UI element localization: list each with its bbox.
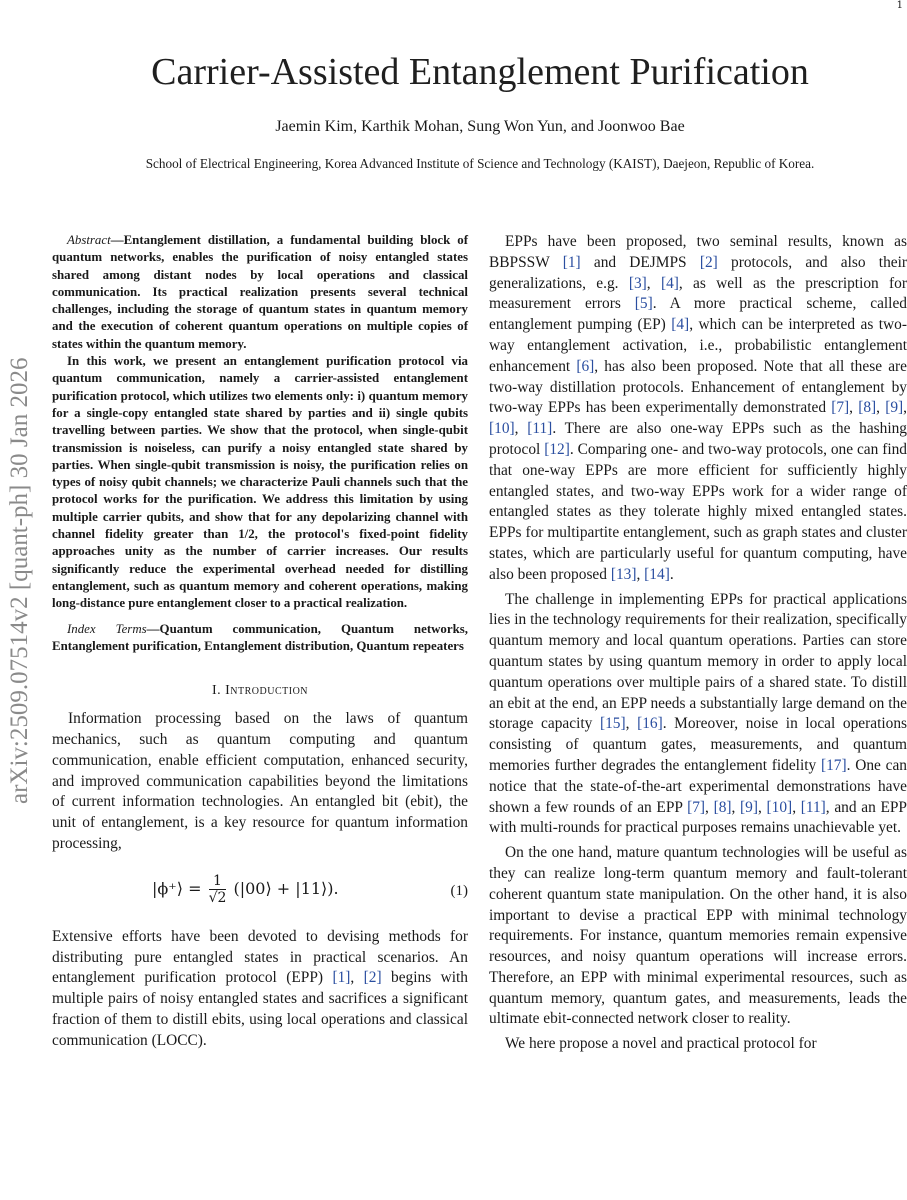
index-terms-text: —Quantum communication, Quantum networks, Entanglement purification, Entanglement distribution, Quantum repeaters — [52, 621, 468, 653]
text-run: , which can be interpreted as two-way entanglement activation, i.e., probabilistic entanglement enhancement — [489, 316, 907, 375]
equation-1 — [52, 863, 468, 921]
text-run: . One can notice that the state-of-the-art experimental demonstrations have shown a few rounds of an EPP — [489, 756, 907, 816]
equation-denominator: √2 — [208, 889, 227, 906]
citation-link[interactable]: [12] — [544, 440, 570, 458]
equation-number: (1) — [450, 882, 468, 899]
citation-link[interactable]: [10] — [489, 420, 515, 438]
citation-link[interactable]: [9] — [740, 798, 758, 816]
text-run: . — [669, 565, 674, 583]
text-run: , — [625, 715, 638, 733]
text-run: begins with multiple pairs of noisy entangled states and sacrifices a significant fraction of them to distill ebits, using local operations and classical communication (LOCC). — [52, 969, 468, 1049]
index-terms-label: Index Terms — [67, 621, 147, 636]
section-heading-introduction: I. Introduction — [211, 683, 309, 699]
intro-left-text — [52, 709, 468, 1051]
citation-link[interactable]: [9] — [885, 399, 904, 417]
intro-right-text — [489, 232, 907, 1055]
text-run: , and an EPP with multi-rounds for practical purposes remains unachievable yet. — [489, 798, 907, 837]
text-run: , — [876, 399, 886, 417]
text-run: , — [903, 399, 907, 417]
citation-link[interactable]: [2] — [699, 253, 718, 271]
text-run: , as well as the prescription for measurement errors — [489, 274, 907, 313]
affiliation: School of Electrical Engineering, Korea Advanced Institute of Science and Technology (KAIST), Daejeon, Republic of Korea. — [145, 156, 815, 171]
text-run: , — [731, 798, 741, 816]
equation-numerator: 1 — [209, 873, 227, 890]
citation-link[interactable]: [1] — [562, 253, 581, 271]
abstract-paragraph-2: In this work, we present an entanglement purification protocol via quantum communication, namely a carrier-assisted entanglement purification protocol, which utilizes two elements only: i) quantum memory for a single-copy entangled state shared by parties and ii) single qubits travelling between parties. We show that the protocol, when single-qubit transmission is noiseless, can purify a noisy entangled state shared by parties. When single-qubit transmission is noisy, the purification relies on types of noisy qubit channels; we characterize Pauli channels such that the protocol works for the purification. We address this limitation by using multiple carrier qubits, and show that for any depolarizing channel with channel fidelity greater than 1/2, the protocol's fixed-point fidelity approaches unity as the number of carrier increases. Our results significantly reduce the experimental overhead needed for distilling entanglement, such as quantum memory and coherent operations, making long-distance pure entanglement closer to a practical realization. — [52, 354, 468, 611]
abstract-label: Abstract — [67, 233, 111, 247]
citation-link[interactable]: [7] — [687, 798, 706, 816]
index-terms — [52, 621, 468, 656]
intro-paragraph-2 — [52, 927, 468, 1052]
citation-link[interactable]: [15] — [599, 715, 626, 733]
right-column — [489, 232, 907, 1055]
text-run: . A more practical scheme, called entanglement pumping (EP) — [489, 295, 907, 334]
text-run: . Comparing one- and two-way protocols, one can find that one-way EPPs are more efficient for sufficiently highly entangled states, and two-way EPPs work for a wider range of entangled states as they tolerate highly mixed entangled states. EPPs for multipartite entanglement, such as graph states and cluster states, which are particularly useful for quantum computing, have also been proposed — [489, 440, 907, 583]
text-run: , — [514, 420, 528, 438]
equation-fraction — [209, 873, 227, 906]
text-run: The challenge in implementing EPPs for practical applications lies in the technology requirements for their realization, specifically quantum memory and local quantum operations. Parties can store quantum states by using quantum memory in order to apply local quantum operations over multiple pairs of a shared state. To distill an ebit at the end, an EPP needs a substantially large demand on the storage capacity — [489, 590, 907, 733]
citation-link[interactable]: [11] — [527, 420, 553, 438]
text-run: , — [636, 565, 645, 583]
citation-link[interactable]: [16] — [637, 715, 663, 733]
text-run: and DEJMPS — [580, 253, 700, 271]
citation-link[interactable]: [14] — [644, 565, 670, 583]
text-run: . Moreover, noise in local operations consisting of quantum gates, measurements, and quantum memories further degrades the entanglement fidelity — [489, 715, 907, 774]
right-paragraph-1 — [489, 232, 907, 586]
right-paragraph-2 — [489, 590, 907, 840]
arxiv-stamp: arXiv:2509.07514v2 [quant-ph] 30 Jan 2026 — [6, 357, 33, 804]
citation-link[interactable]: [17] — [820, 756, 847, 774]
text-run: Extensive efforts have been devoted to devising methods for distributing pure entangled states in practical scenarios. An entanglement purification protocol (EPP) — [52, 927, 468, 987]
text-run: , — [849, 399, 859, 417]
text-run: protocols, and also their generalizations, e.g. — [489, 253, 907, 292]
citation-link[interactable]: [2] — [363, 969, 382, 987]
paper-title: Carrier-Assisted Entanglement Purification — [151, 51, 809, 93]
text-run: , has also been proposed. Note that all these are two-way distillation protocols. Enhancement of entanglement by two-way EPPs has been experimentally demonstrated — [489, 357, 907, 417]
citation-link[interactable]: [13] — [610, 565, 637, 583]
author-list: Jaemin Kim, Karthik Mohan, Sung Won Yun, and Joonwoo Bae — [275, 118, 685, 135]
citation-link[interactable]: [1] — [332, 969, 351, 987]
text-run: , — [705, 798, 714, 816]
citation-link[interactable]: [8] — [713, 798, 732, 816]
abstract — [52, 232, 468, 613]
right-paragraph-3: On the one hand, mature quantum technologies will be useful as they can realize long-term quantum memory and fault-tolerant coherent quantum state manipulation. On the other hand, it is also important to devise a practical EPP with minimal technology requirements. For instance, quantum memories remain expensive resources, and noisy quantum operations will increase errors. Therefore, an EPP with minimal experimental resources, such as quantum memory, quantum gates, and measurements, leads the ultimate ebit-connected network closer to reality. — [489, 844, 907, 1028]
citation-link[interactable]: [11] — [800, 798, 826, 816]
abstract-paragraph-1: —Entanglement distillation, a fundamental building block of quantum networks, enables the purification of noisy entangled states shared among distant nodes by local operations and classical communication. Its practical realization presents several technical challenges, including the storage of quantum states in quantum memory and the execution of coherent quantum operations on multiple copies of states within the quantum memory. — [52, 233, 468, 351]
citation-link[interactable]: [10] — [766, 798, 793, 816]
equation-lhs: |ϕ⁺⟩ = — [152, 878, 207, 898]
text-run: . There are also one-way EPPs such as the hashing protocol — [489, 420, 907, 458]
citation-link[interactable]: [8] — [858, 399, 877, 417]
left-column — [52, 232, 468, 1051]
citation-link[interactable]: [6] — [576, 357, 595, 375]
equation-rhs: (|00⟩ + |11⟩). — [233, 878, 339, 898]
text-run: , — [350, 969, 364, 987]
right-paragraph-4: We here propose a novel and practical protocol for — [505, 1035, 817, 1053]
text-run: , — [646, 274, 661, 292]
text-run: , — [758, 798, 767, 816]
citation-link[interactable]: [5] — [634, 295, 653, 313]
text-run: , — [792, 798, 801, 816]
intro-paragraph-1: Information processing based on the laws of quantum mechanics, such as quantum computing and quantum communication, enable efficient computation, enhanced security, and improved communication capabilities beyond the limitations of current information technologies. An entangled bit (ebit), the unit of entanglement, is a key resource for quantum information processing, — [52, 710, 468, 852]
citation-link[interactable]: [7] — [831, 399, 850, 417]
citation-link[interactable]: [4] — [660, 274, 679, 292]
citation-link[interactable]: [4] — [671, 316, 690, 334]
text-run: EPPs have been proposed, two seminal results, known as BBPSSW — [489, 233, 907, 271]
page-number: 1 — [896, 0, 903, 11]
citation-link[interactable]: [3] — [628, 274, 647, 292]
